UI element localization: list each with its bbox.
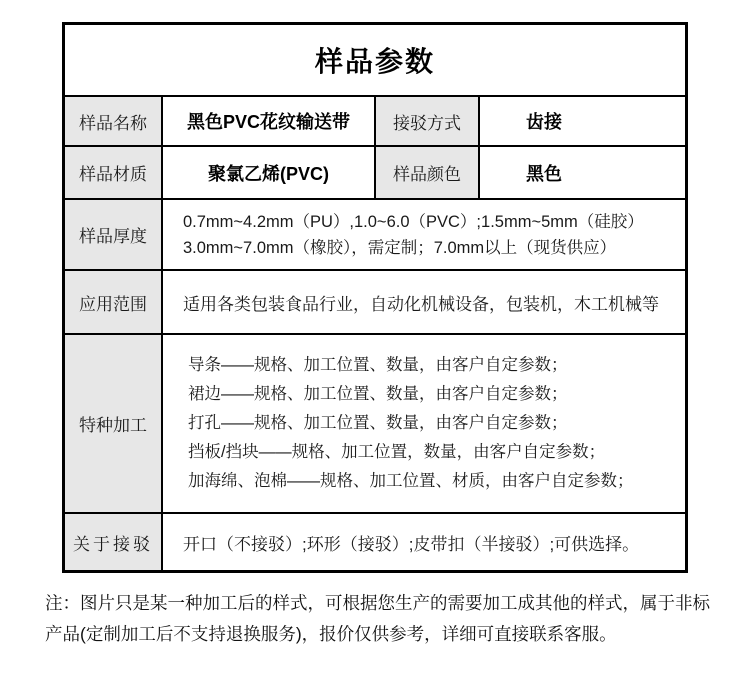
special-processing-line-5: 加海绵、泡棉——规格、加工位置、材质，由客户自定参数；: [188, 472, 634, 490]
row-joint-method-label: 接驳方式: [376, 97, 480, 147]
row-material-value: 聚氯乙烯(PVC): [163, 147, 376, 200]
row-material-label: 样品材质: [65, 147, 163, 200]
row-name-value: 黑色PVC花纹输送带: [163, 97, 376, 147]
thickness-line-2: 3.0mm~7.0mm（橡胶），需定制；7.0mm以上（现货供应）: [183, 238, 617, 257]
row-about-joint-label: 关于接驳: [65, 514, 163, 570]
row-color-label: 样品颜色: [376, 147, 480, 200]
row-color-value: 黑色: [480, 147, 685, 200]
row-name-label: 样品名称: [65, 97, 163, 147]
row-thickness-value: [163, 200, 685, 271]
sample-parameters-table: [62, 22, 688, 573]
footer-note: 注：图片只是某一种加工后的样式，可根据您生产的需要加工成其他的样式，属于非标产品(定制加工后不支持退换服务)，报价仅供参考，详细可直接联系客服。: [45, 593, 710, 644]
thickness-line-1: 0.7mm~4.2mm（PU）,1.0~6.0（PVC）;1.5mm~5mm（硅胶）: [183, 212, 644, 231]
special-processing-line-3: 打孔——规格、加工位置、数量，由客户自定参数；: [188, 414, 568, 432]
special-processing-line-4: 挡板/挡块——规格、加工位置，数量，由客户自定参数；: [188, 443, 606, 461]
row-special-processing-label: 特种加工: [65, 335, 163, 514]
row-joint-method-value: 齿接: [480, 97, 685, 147]
row-thickness-label: 样品厚度: [65, 200, 163, 271]
row-application-value: 适用各类包装食品行业，自动化机械设备，包装机，木工机械等: [163, 271, 685, 335]
row-about-joint-value: 开口（不接驳）;环形（接驳）;皮带扣（半接驳）;可供选择。: [183, 534, 640, 554]
table-title: 样品参数: [65, 25, 685, 97]
special-processing-line-1: 导条——规格、加工位置、数量，由客户自定参数；: [188, 356, 568, 374]
row-special-processing-value: [163, 335, 685, 514]
row-application-label: 应用范围: [65, 271, 163, 335]
special-processing-line-2: 裙边——规格、加工位置、数量，由客户自定参数；: [188, 385, 568, 403]
